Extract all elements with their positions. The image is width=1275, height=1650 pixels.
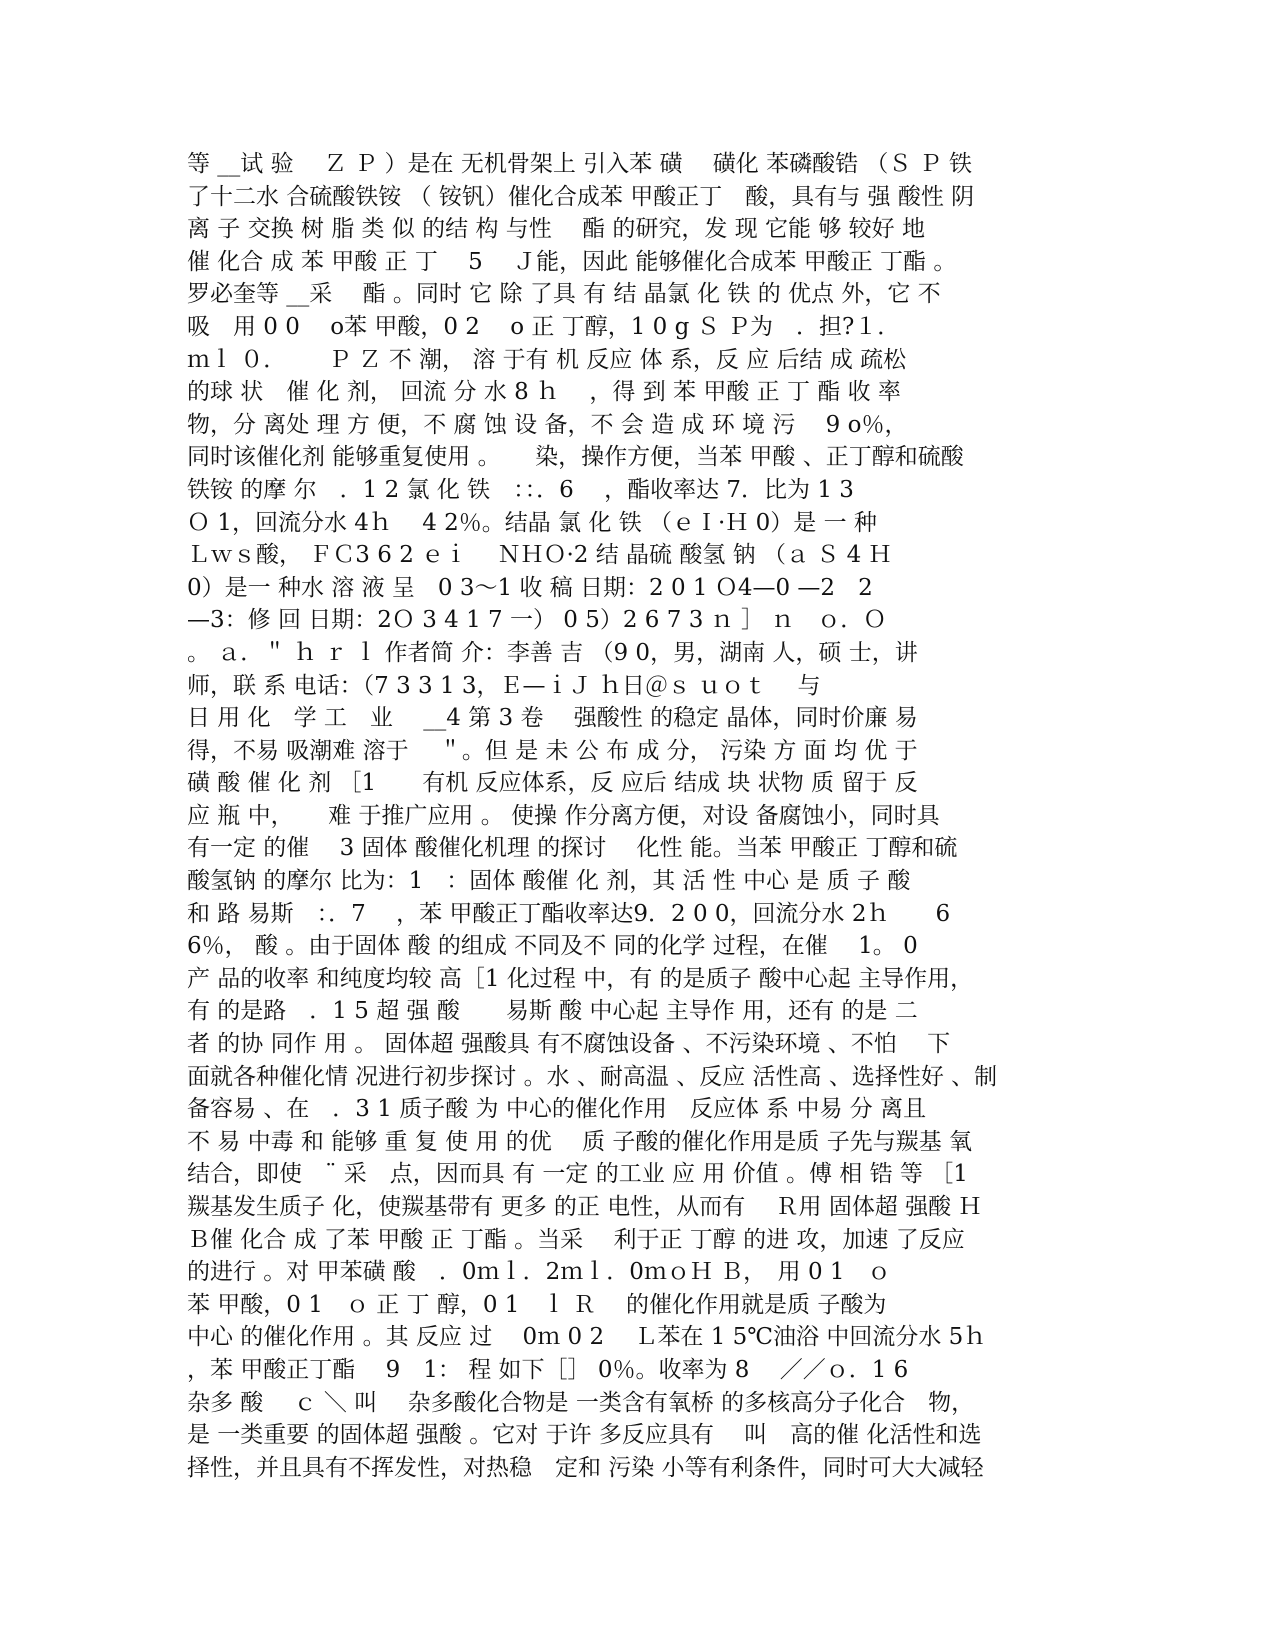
body-text <box>187 148 1117 1484</box>
text-line: —3：修 回 日期：2Ｏ 3 4 1 7 一） 0 5）2 6 7 3 ｎ ］ ｎ ｏ．Ｏ <box>187 607 887 634</box>
text-line: 罗必奎等 __采 酯 。同时 它 除 了具 有 结 晶氯 化 铁 的 优点 外，它 不 <box>187 281 941 308</box>
text-line: 等 __试 验 Ｚ Ｐ ）是在 无机骨架上 引入苯 磺 磺化 苯磷酸锆 （Ｓ Ｐ 铁 <box>187 151 973 177</box>
text-line: 羰基发生质子 化，使羰基带有 更多 的正 电性，从而有 Ｒ用 固体超 强酸 Ｈ <box>187 1194 982 1220</box>
text-line: 苯 甲酸，0 1 ｏ 正 丁 醇，0 1 ｌ Ｒ 的催化作用就是质 子酸为 <box>187 1291 887 1318</box>
text-line: 是 一类重要 的固体超 强酸 。它对 于许 多反应具有 叫 高的催 化活性和选 <box>187 1422 982 1449</box>
text-line: 6％， 酸 。由于固体 酸 的组成 不同及不 同的化学 过程，在催 1。 0 <box>187 933 918 960</box>
text-line: 有一定 的催 3 固体 酸催化机理 的探讨 化性 能。当苯 甲酸正 丁醇和硫 <box>187 835 958 862</box>
text-line: 和 路 易斯 ：．7 ，苯 甲酸正丁酯收率达9．2 0 0，回流分水 2ｈ 6 <box>187 900 951 927</box>
text-line: 铁铵 的摩 尔 ．1 2 氯 化 铁 ：：．6 ，酯收率达 7．比为 1 3 <box>187 476 854 503</box>
text-line: ｍｌ ０． Ｐ Ｚ 不 潮， 溶 于有 机 反应 体 系，反 应 后结 成 疏松 <box>187 346 907 373</box>
text-line: 0）是一 种水 溶 液 呈 0 3～1 收 稿 日期：2 0 1 Ｏ4—0 —2 2 <box>187 574 873 601</box>
text-line: 师，联 系 电话：（7 3 3 1 3，Ｅ—ｉＪ ｈ日＠ｓ ｕｏｔ 与 <box>187 672 821 699</box>
text-line: Ｏ 1，回流分水 4ｈ 4 2％。结晶 氯 化 铁 （ｅＩ·Ｈ 0）是 一 种 <box>187 509 877 536</box>
text-line: 了十二水 合硫酸铁铵 （ 铵钒）催化合成苯 甲酸正丁 酸，具有与 强 酸性 阴 <box>187 183 975 210</box>
text-line: 产 品的收率 和纯度均较 高［1 化过程 中，有 的是质子 酸中心起 主导作用， <box>187 965 974 992</box>
text-line: 酸氢钠 的摩尔 比为：1 ：固体 酸催 化 剂，其 活 性 中心 是 质 子 酸 <box>187 868 911 895</box>
text-line: 催 化合 成 苯 甲酸 正 丁 5 Ｊ能，因此 能够催化合成苯 甲酸正 丁酯 。 <box>187 248 957 275</box>
text-line: Ｂ催 化合 成 了苯 甲酸 正 丁酯 。当采 利于正 丁醇 的进 攻，加速 了反应 <box>187 1226 965 1253</box>
text-line: 吸 用 0 0 o苯 甲酸，0 2 o 正 丁醇，1 0 g Ｓ Ｐ为 ．担?１． <box>187 313 901 340</box>
text-line: 日 用 化 学 工 业 __4 第 3 卷 强酸性 的稳定 晶体，同时价廉 易 <box>187 705 918 732</box>
text-line: 物，分 离处 理 方 便，不 腐 蚀 设 备，不 会 造 成 环 境 污 9 o％， <box>187 411 908 438</box>
text-line: ，苯 甲酸正丁酯 9 1： 程 如下［］ 0％。收率为 8 ／／ｏ．1 6 <box>187 1356 909 1383</box>
text-line: Ｌｗｓ酸， ＦＣ3 6 2 ｅｉ ＮＨＯ·2 结 晶硫 酸氢 钠 （ａ Ｓ 4 Ｈ <box>187 542 892 569</box>
text-line: 备容易 、在 ．3 1 质子酸 为 中心的催化作用 反应体 系 中易 分 离且 <box>187 1096 927 1123</box>
text-line: 的进行 。对 甲苯磺 酸 ．0ｍｌ．2ｍｌ．0ｍｏＨ Ｂ， 用 0 1 ｏ <box>187 1259 891 1286</box>
text-line: 。 ａ．＂ ｈ ｒ ｌ 作者简 介：李善 吉 （9 0，男，湖南 人，硕 士，讲 <box>187 639 918 666</box>
text-line: 有 的是路 ．1 5 超 强 酸 易斯 酸 中心起 主导作 用，还有 的是 二 <box>187 998 918 1025</box>
text-line: 杂多 酸 ｃ ＼ 叫 杂多酸化合物是 一类含有氧桥 的多核高分子化合 物， <box>187 1389 975 1416</box>
text-line: 磺 酸 催 化 剂 ［1 有机 反应体系，反 应后 结成 块 状物 质 留于 反 <box>187 770 918 797</box>
text-line: 者 的协 同作 用 。 固体超 强酸具 有不腐蚀设备 、不污染环境 、不怕 下 <box>187 1031 951 1058</box>
text-line: 不 易 中毒 和 能够 重 复 使 用 的优 质 子酸的催化作用是质 子先与羰基 氧 <box>187 1128 973 1155</box>
text-line: 中心 的催化作用 。其 反应 过 0ｍ 0 2 Ｌ苯在 1 5℃油浴 中回流分水 5ｈ <box>187 1324 987 1351</box>
text-line: 面就各种催化情 况进行初步探讨 。水 、耐高温 、反应 活性高 、选择性好 、制 <box>187 1063 998 1090</box>
text-line: 得，不易 吸潮难 溶于 ＂。但 是 未 公 布 成 分， 污染 方 面 均 优 于 <box>187 737 918 764</box>
text-line: 同时该催化剂 能够重复使用 。 染，操作方便，当苯 甲酸 、正丁醇和硫酸 <box>187 444 964 471</box>
text-line: 的球 状 催 化 剂， 回流 分 水 8 ｈ ，得 到 苯 甲酸 正 丁 酯 收 率 <box>187 379 901 406</box>
text-line: 离 子 交换 树 脂 类 似 的结 构 与性 酯 的研究，发 现 它能 够 较好 地 <box>187 216 925 243</box>
text-line: 择性，并且具有不挥发性，对热稳 定和 污染 小等有利条件，同时可大大减轻 <box>187 1454 984 1481</box>
text-line: 结合，即使 ¨ 采 点，因而具 有 一定 的工业 应 用 价值 。傅 相 锆 等 ［1 <box>187 1161 968 1188</box>
text-line: 应 瓶 中， 难 于推广应用 。 使操 作分离方便，对设 备腐蚀小，同时具 <box>187 802 940 829</box>
